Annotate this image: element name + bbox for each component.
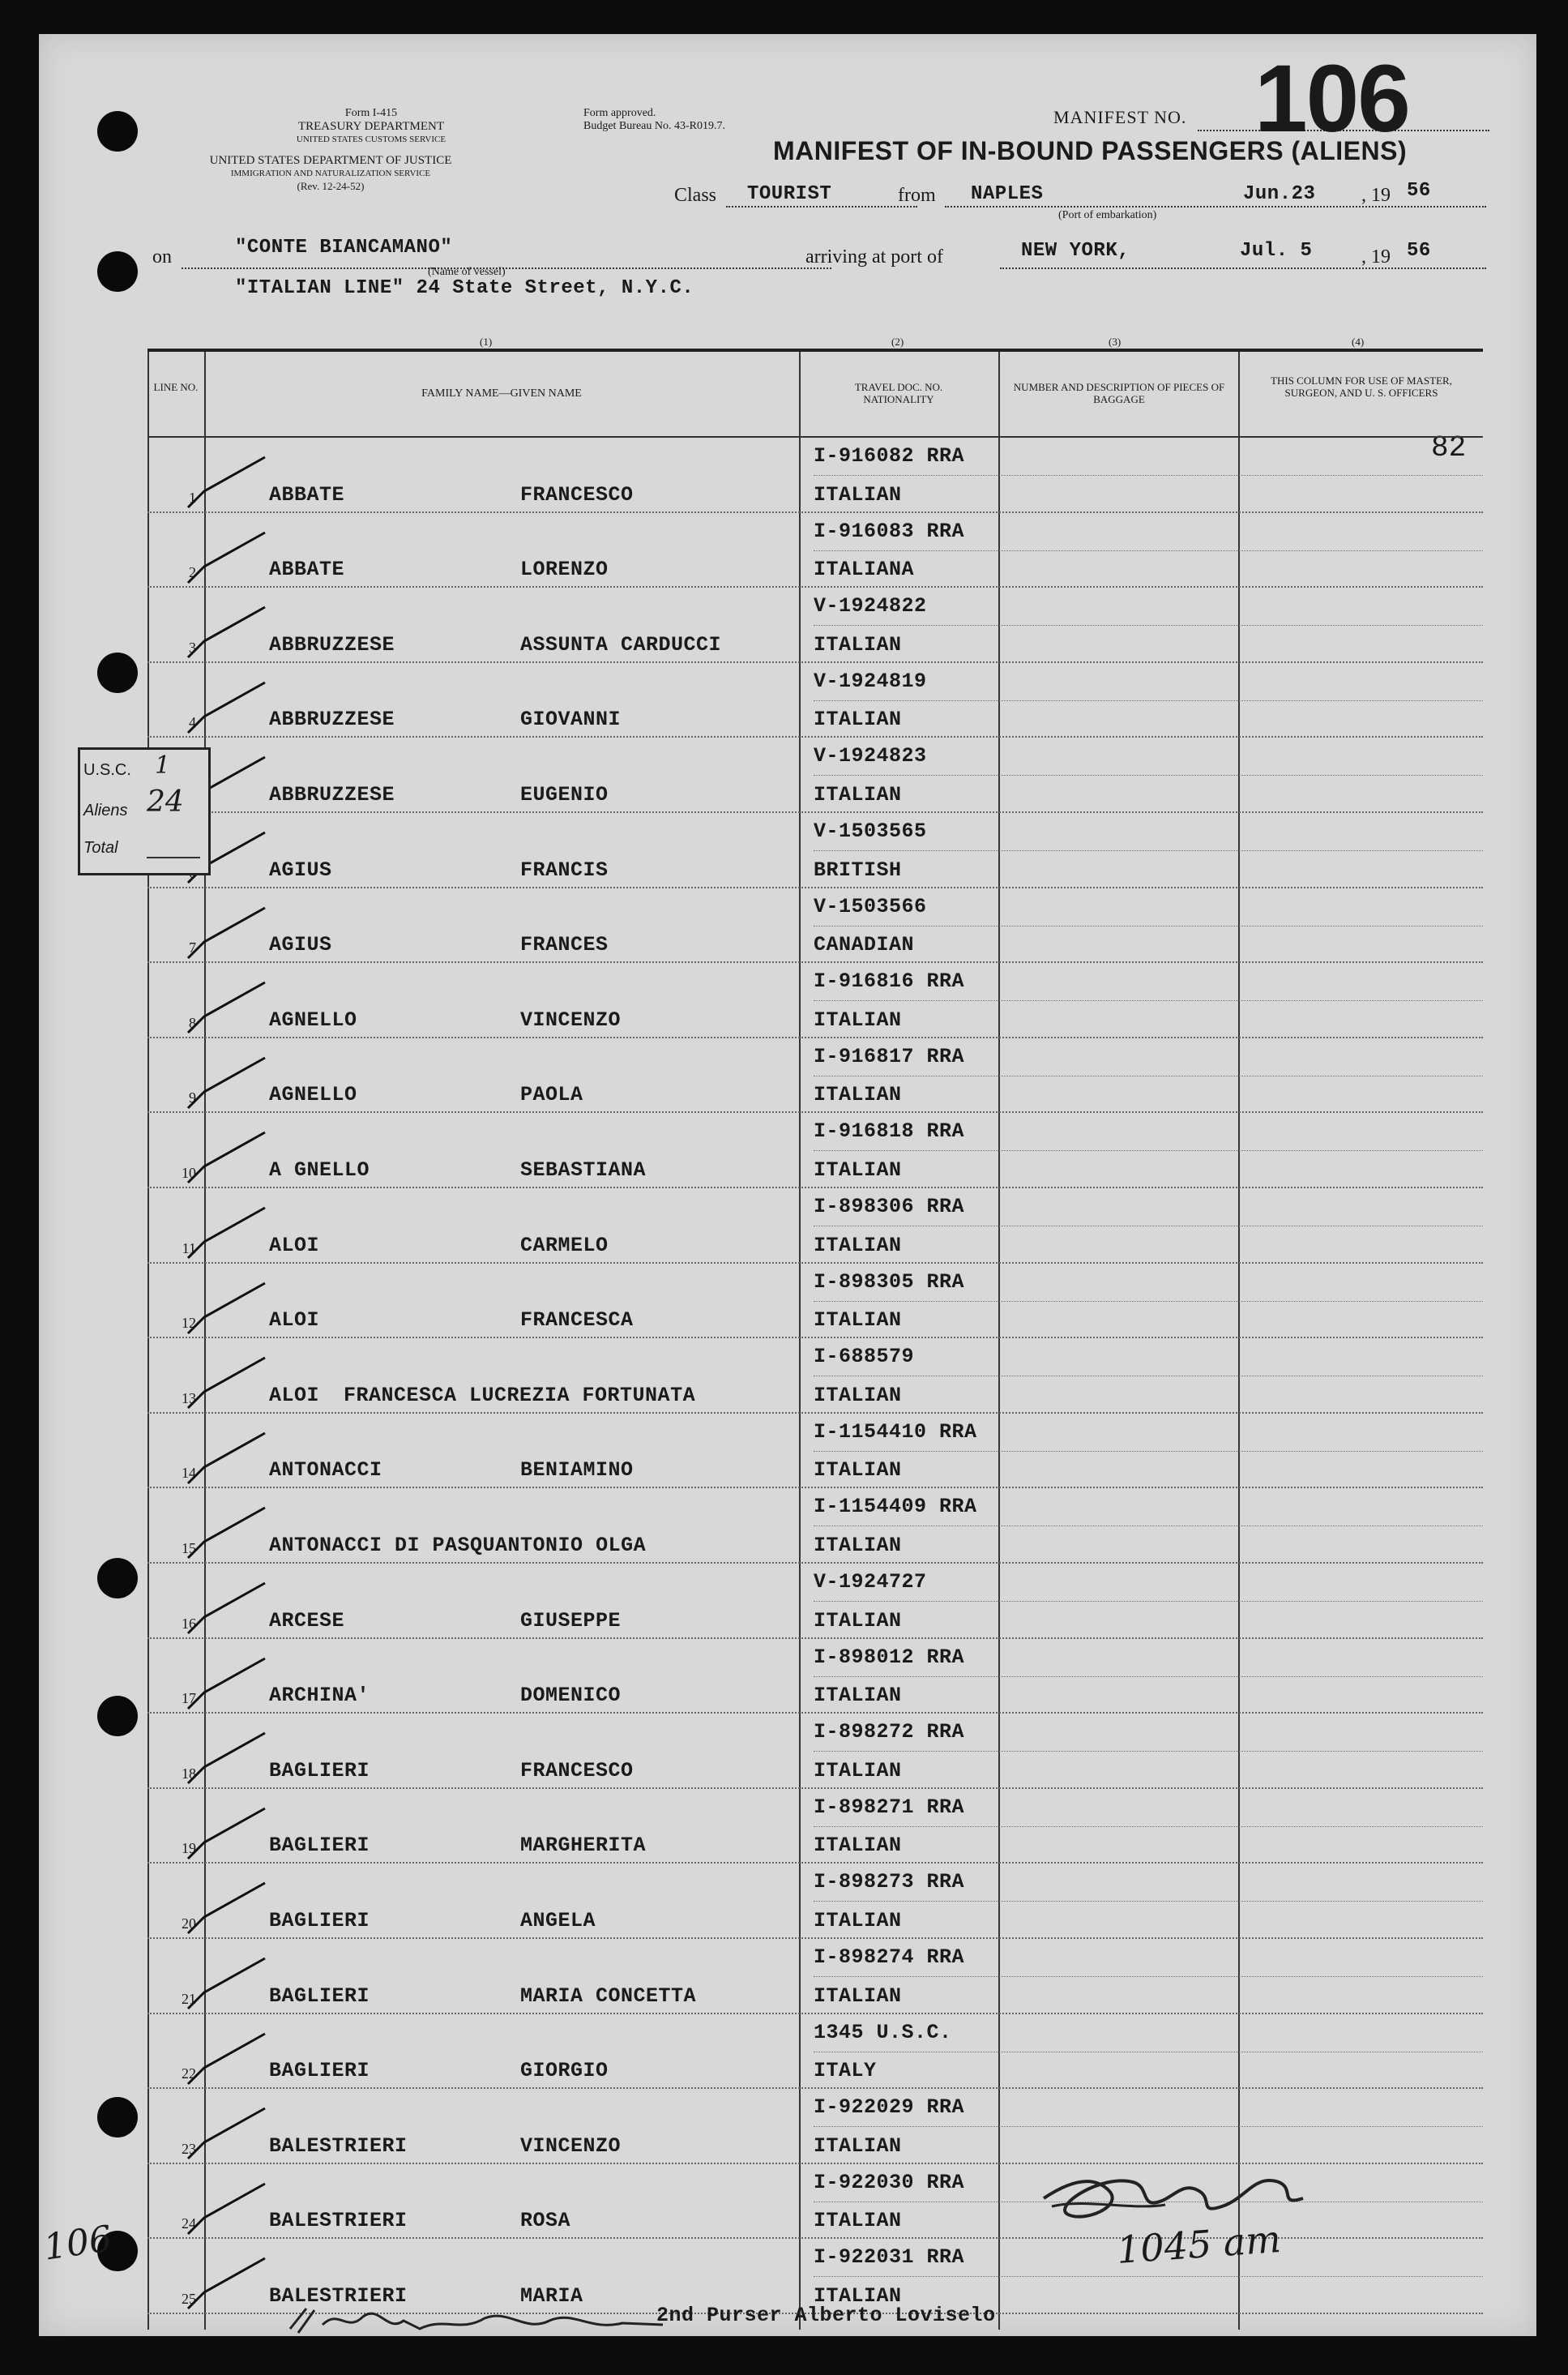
family-name: ABBRUZZESE	[269, 632, 395, 657]
table-row	[147, 2014, 1483, 2090]
col-num-2: (2)	[891, 336, 904, 348]
line-number: 15	[182, 1539, 196, 1556]
travel-doc-number: I-898272 RRA	[814, 1720, 965, 1744]
given-name: MARGHERITA	[520, 1834, 647, 1858]
doc-dotted-rule	[814, 2276, 1483, 2277]
line-number: 3	[189, 639, 196, 656]
purser-signature: 2nd Purser Alberto Loviselo	[656, 2304, 996, 2327]
stamp-usc-label: U.S.C.	[83, 761, 131, 779]
line-address: "ITALIAN LINE" 24 State Street, N.Y.C.	[235, 277, 694, 299]
check-mark	[180, 1353, 269, 1410]
given-name: ROSA	[520, 2209, 571, 2233]
arrival-date: Jul. 5	[1240, 240, 1313, 262]
doc-dotted-rule	[814, 1000, 1483, 1001]
doc-dotted-rule	[814, 550, 1483, 551]
table-row	[147, 1789, 1483, 1864]
table-row	[147, 1414, 1483, 1489]
check-mark	[180, 2253, 269, 2310]
given-name: GIORGIO	[520, 2059, 609, 2083]
nationality: ITALIAN	[814, 1533, 902, 1557]
check-mark	[180, 2179, 269, 2236]
given-name: SEBASTIANA	[520, 1158, 647, 1182]
col-header-line: LINE NO.	[153, 381, 199, 393]
family-name: BALESTRIERI	[269, 2133, 408, 2158]
line-number: 16	[182, 1615, 196, 1632]
doc-dotted-rule	[814, 850, 1483, 851]
line-number: 20	[182, 1915, 196, 1932]
port-embark-label: (Port of embarkation)	[1058, 209, 1157, 221]
nationality: ITALIAN	[814, 1608, 902, 1633]
margin-number: 106	[41, 2218, 115, 2269]
nationality: ITALIAN	[814, 632, 902, 657]
travel-doc-number: I-898273 RRA	[814, 1870, 965, 1894]
arriving-label: arriving at port of	[805, 246, 943, 267]
stamp-total-label: Total	[83, 839, 118, 857]
doc-dotted-rule	[814, 775, 1483, 776]
family-name: BALESTRIERI	[269, 2283, 408, 2308]
nationality: ITALIAN	[814, 2209, 902, 2233]
table-row	[147, 438, 1483, 513]
justice-label: UNITED STATES DEPARTMENT OF JUSTICE	[209, 154, 452, 167]
class-value: TOURIST	[747, 183, 832, 205]
punch-hole	[97, 1696, 138, 1736]
nationality: ITALIAN	[814, 2283, 902, 2308]
given-name: ANGELA	[520, 1908, 596, 1932]
line-number: 18	[182, 1765, 196, 1782]
punch-hole	[97, 653, 138, 693]
travel-doc-number: I-898271 RRA	[814, 1795, 965, 1819]
line-number: 24	[182, 2215, 196, 2232]
line-number: 9	[189, 1089, 196, 1106]
table-row	[147, 738, 1483, 813]
arrival-year: 56	[1407, 240, 1431, 262]
doc-dotted-rule	[814, 1901, 1483, 1902]
doc-dotted-rule	[814, 1976, 1483, 1977]
nationality: ITALIAN	[814, 1308, 902, 1333]
family-name: ABBRUZZESE	[269, 782, 395, 807]
family-name: BAGLIERI	[269, 1983, 370, 2008]
line-number: 7	[189, 939, 196, 956]
nationality: ITALIAN	[814, 1383, 902, 1407]
travel-doc-number: I-916818 RRA	[814, 1119, 965, 1144]
line-number: 22	[182, 2065, 196, 2082]
check-mark	[180, 1804, 269, 1860]
check-mark	[180, 452, 269, 509]
table-row	[147, 1113, 1483, 1188]
table-row	[147, 513, 1483, 588]
line-number: 17	[182, 1690, 196, 1707]
embark-year: 56	[1407, 180, 1431, 202]
col-num-1: (1)	[480, 336, 493, 348]
check-mark	[180, 1203, 269, 1260]
travel-doc-number: I-922030 RRA	[814, 2170, 965, 2194]
table-row	[147, 1639, 1483, 1714]
family-name: ALOI	[269, 1383, 320, 1407]
doc-dotted-rule	[814, 1601, 1483, 1602]
family-name: ABBRUZZESE	[269, 708, 395, 732]
given-name: LORENZO	[520, 558, 609, 582]
family-name: ALOI	[269, 1308, 320, 1333]
line-number: 4	[189, 714, 196, 731]
vessel-line	[182, 267, 831, 269]
punch-hole	[97, 251, 138, 292]
line-number: 12	[182, 1315, 196, 1332]
nationality: ITALIAN	[814, 782, 902, 807]
line-number: 14	[182, 1465, 196, 1482]
family-name: ANTONACCI DI PASQUANTONIO OLGA	[269, 1533, 647, 1557]
doc-dotted-rule	[814, 625, 1483, 626]
table-row	[147, 588, 1483, 663]
manifest-sheet	[39, 34, 1536, 2336]
given-name: FRANCESCA LUCREZIA FORTUNATA	[344, 1383, 696, 1407]
doc-dotted-rule	[814, 1826, 1483, 1827]
col-header-officers: THIS COLUMN FOR USE OF MASTER, SURGEON, AND U. S. OFFICERS	[1271, 374, 1452, 399]
check-mark	[180, 1053, 269, 1110]
check-mark	[180, 602, 269, 659]
travel-doc-number: I-898305 RRA	[814, 1269, 965, 1294]
given-name: GIOVANNI	[520, 708, 622, 732]
table-row	[147, 888, 1483, 964]
check-mark	[180, 1578, 269, 1635]
check-mark	[180, 1728, 269, 1785]
given-name: FRANCESCA	[520, 1308, 634, 1333]
col-header-baggage: NUMBER AND DESCRIPTION OF PIECES OF BAGGAGE	[1013, 381, 1225, 405]
line-number: 11	[182, 1239, 196, 1256]
travel-doc-number: I-922031 RRA	[814, 2245, 965, 2270]
customs-label: UNITED STATES CUSTOMS SERVICE	[296, 135, 446, 144]
treasury-label: TREASURY DEPARTMENT	[297, 120, 445, 133]
passenger-table	[147, 336, 1483, 2330]
vessel-name: "CONTE BIANCAMANO"	[235, 237, 453, 259]
table-row	[147, 1488, 1483, 1564]
nationality: CANADIAN	[814, 933, 915, 957]
family-name: BAGLIERI	[269, 1834, 370, 1858]
nationality: ITALIAN	[814, 1458, 902, 1483]
check-mark	[180, 528, 269, 584]
travel-doc-number: I-1154410 RRA	[814, 1419, 977, 1444]
nationality: ITALIANA	[814, 558, 915, 582]
travel-doc-number: I-916082 RRA	[814, 444, 965, 468]
ins-label: IMMIGRATION AND NATURALIZATION SERVICE	[230, 169, 431, 178]
given-name: ASSUNTA CARDUCCI	[520, 632, 722, 657]
manifest-no-label: MANIFEST NO.	[1053, 107, 1187, 127]
given-name: FRANCESCO	[520, 482, 634, 507]
doc-dotted-rule	[814, 1301, 1483, 1302]
punch-hole	[97, 1558, 138, 1598]
travel-doc-number: I-916817 RRA	[814, 1044, 965, 1068]
nationality: ITALY	[814, 2059, 877, 2083]
nationality: ITALIAN	[814, 1684, 902, 1708]
given-name: MARIA	[520, 2283, 583, 2308]
check-mark	[180, 1878, 269, 1935]
travel-doc-number: I-688579	[814, 1345, 915, 1369]
travel-doc-number: V-1924822	[814, 594, 927, 618]
form-approved: Form approved.	[583, 107, 656, 119]
family-name: ABBATE	[269, 482, 345, 507]
line-number: 1	[189, 489, 196, 506]
nationality: ITALIAN	[814, 482, 902, 507]
line-number: 21	[182, 1990, 196, 2007]
count-stamp	[78, 747, 211, 875]
family-name: A GNELLO	[269, 1158, 370, 1182]
check-mark	[180, 1428, 269, 1485]
line-number: 25	[182, 2290, 196, 2307]
class-line	[726, 206, 917, 208]
line-number: 2	[189, 564, 196, 581]
check-mark	[180, 1503, 269, 1560]
col-header-doc: TRAVEL DOC. NO. NATIONALITY	[854, 381, 943, 405]
given-name: FRANCES	[520, 933, 609, 957]
from-line	[945, 206, 1486, 208]
family-name: BAGLIERI	[269, 1758, 370, 1782]
col-header-name: FAMILY NAME—GIVEN NAME	[421, 387, 582, 400]
table-row	[147, 1939, 1483, 2014]
signature-time: 1045 am	[1115, 2216, 1283, 2273]
check-mark	[180, 978, 269, 1034]
travel-doc-number: 1345 U.S.C.	[814, 2020, 952, 2044]
embark-date: Jun.23	[1243, 183, 1316, 205]
travel-doc-number: V-1924727	[814, 1570, 927, 1594]
nationality: ITALIAN	[814, 1083, 902, 1107]
doc-dotted-rule	[814, 700, 1483, 701]
given-name: DOMENICO	[520, 1684, 622, 1708]
travel-doc-number: V-1924819	[814, 669, 927, 693]
given-name: GIUSEPPE	[520, 1608, 622, 1633]
nationality: ITALIAN	[814, 1834, 902, 1858]
manifest-title: MANIFEST OF IN-BOUND PASSENGERS (ALIENS)	[773, 136, 1408, 165]
check-mark	[180, 2103, 269, 2160]
nationality: BRITISH	[814, 858, 902, 882]
arrival-line	[1000, 267, 1486, 269]
travel-doc-number: V-1924823	[814, 744, 927, 768]
given-name: VINCENZO	[520, 2133, 622, 2158]
travel-doc-number: I-916816 RRA	[814, 969, 965, 994]
check-mark	[180, 1654, 269, 1710]
doc-dotted-rule	[814, 2126, 1483, 2127]
table-row	[147, 1714, 1483, 1789]
class-label: Class	[674, 185, 717, 206]
doc-dotted-rule	[814, 1150, 1483, 1151]
table-row	[147, 1264, 1483, 1339]
family-name: AGIUS	[269, 858, 332, 882]
nationality: ITALIAN	[814, 708, 902, 732]
given-name: FRANCESCO	[520, 1758, 634, 1782]
from-value: NAPLES	[971, 183, 1044, 205]
line-number: 23	[182, 2140, 196, 2157]
travel-doc-number: I-898274 RRA	[814, 1945, 965, 1969]
embark-year-prefix: , 19	[1361, 185, 1391, 206]
travel-doc-number: I-1154409 RRA	[814, 1495, 977, 1519]
stamp-aliens-label: Aliens	[83, 802, 128, 819]
travel-doc-number: I-898306 RRA	[814, 1195, 965, 1218]
family-name: AGIUS	[269, 933, 332, 957]
check-mark	[180, 678, 269, 734]
family-name: BAGLIERI	[269, 2059, 370, 2083]
nationality: ITALIAN	[814, 1233, 902, 1257]
table-row	[147, 1338, 1483, 1414]
family-name: ALOI	[269, 1233, 320, 1257]
check-mark	[180, 1278, 269, 1335]
budget-bureau: Budget Bureau No. 43-R019.7.	[583, 120, 725, 132]
check-mark	[180, 1128, 269, 1184]
nationality: ITALIAN	[814, 2133, 902, 2158]
stamp-rule	[147, 857, 200, 858]
line-number: 19	[182, 1840, 196, 1857]
travel-doc-number: I-916083 RRA	[814, 519, 965, 543]
travel-doc-number: I-898012 RRA	[814, 1645, 965, 1669]
arrival-port: NEW YORK,	[1021, 240, 1130, 262]
doc-dotted-rule	[814, 475, 1483, 476]
given-name: CARMELO	[520, 1233, 609, 1257]
table-row	[147, 1564, 1483, 1639]
col-num-3: (3)	[1109, 336, 1122, 348]
family-name: ARCESE	[269, 1608, 345, 1633]
given-name: MARIA CONCETTA	[520, 1983, 697, 2008]
arrival-year-prefix: , 19	[1361, 246, 1391, 267]
table-row	[147, 963, 1483, 1038]
vessel-label: (Name of vessel)	[428, 266, 506, 278]
given-name: BENIAMINO	[520, 1458, 634, 1483]
family-name: BALESTRIERI	[269, 2209, 408, 2233]
manifest-number: 106	[1254, 45, 1409, 152]
table-row	[147, 813, 1483, 888]
doc-dotted-rule	[814, 1676, 1483, 1677]
table-row	[147, 1864, 1483, 1939]
travel-doc-number: V-1503565	[814, 819, 927, 843]
doc-dotted-rule	[814, 1451, 1483, 1452]
from-label: from	[898, 185, 936, 206]
punch-hole	[97, 111, 138, 152]
family-name: ARCHINA'	[269, 1684, 370, 1708]
line-number: 8	[189, 1014, 196, 1031]
family-name: ANTONACCI	[269, 1458, 382, 1483]
table-row	[147, 663, 1483, 738]
check-mark	[180, 903, 269, 960]
nationality: ITALIAN	[814, 1758, 902, 1782]
nationality: ITALIAN	[814, 1158, 902, 1182]
family-name: ABBATE	[269, 558, 345, 582]
handwritten-scribble	[282, 2300, 671, 2341]
given-name: FRANCIS	[520, 858, 609, 882]
stamp-aliens-value: 24	[147, 785, 184, 819]
travel-doc-number: I-922029 RRA	[814, 2095, 965, 2120]
nationality: ITALIAN	[814, 1908, 902, 1932]
travel-doc-number: V-1503566	[814, 894, 927, 918]
given-name: EUGENIO	[520, 782, 609, 807]
table-row	[147, 1188, 1483, 1264]
family-name: AGNELLO	[269, 1008, 357, 1032]
family-name: BAGLIERI	[269, 1908, 370, 1932]
doc-dotted-rule	[814, 1751, 1483, 1752]
nationality: ITALIAN	[814, 1008, 902, 1032]
stamp-usc-value: 1	[155, 751, 171, 780]
revision-label: (Rev. 12-24-52)	[297, 180, 365, 192]
line-number: 13	[182, 1389, 196, 1406]
form-number: Form I-415	[344, 107, 398, 119]
check-mark	[180, 2029, 269, 2086]
given-name: PAOLA	[520, 1083, 583, 1107]
col-num-4: (4)	[1352, 336, 1365, 348]
family-name: AGNELLO	[269, 1083, 357, 1107]
check-mark	[180, 1953, 269, 2010]
page-count: 82	[1431, 431, 1467, 464]
punch-hole	[97, 2097, 138, 2138]
given-name: VINCENZO	[520, 1008, 622, 1032]
table-row	[147, 1038, 1483, 1114]
on-label: on	[152, 246, 172, 267]
line-number: 10	[182, 1164, 196, 1181]
nationality: ITALIAN	[814, 1983, 902, 2008]
